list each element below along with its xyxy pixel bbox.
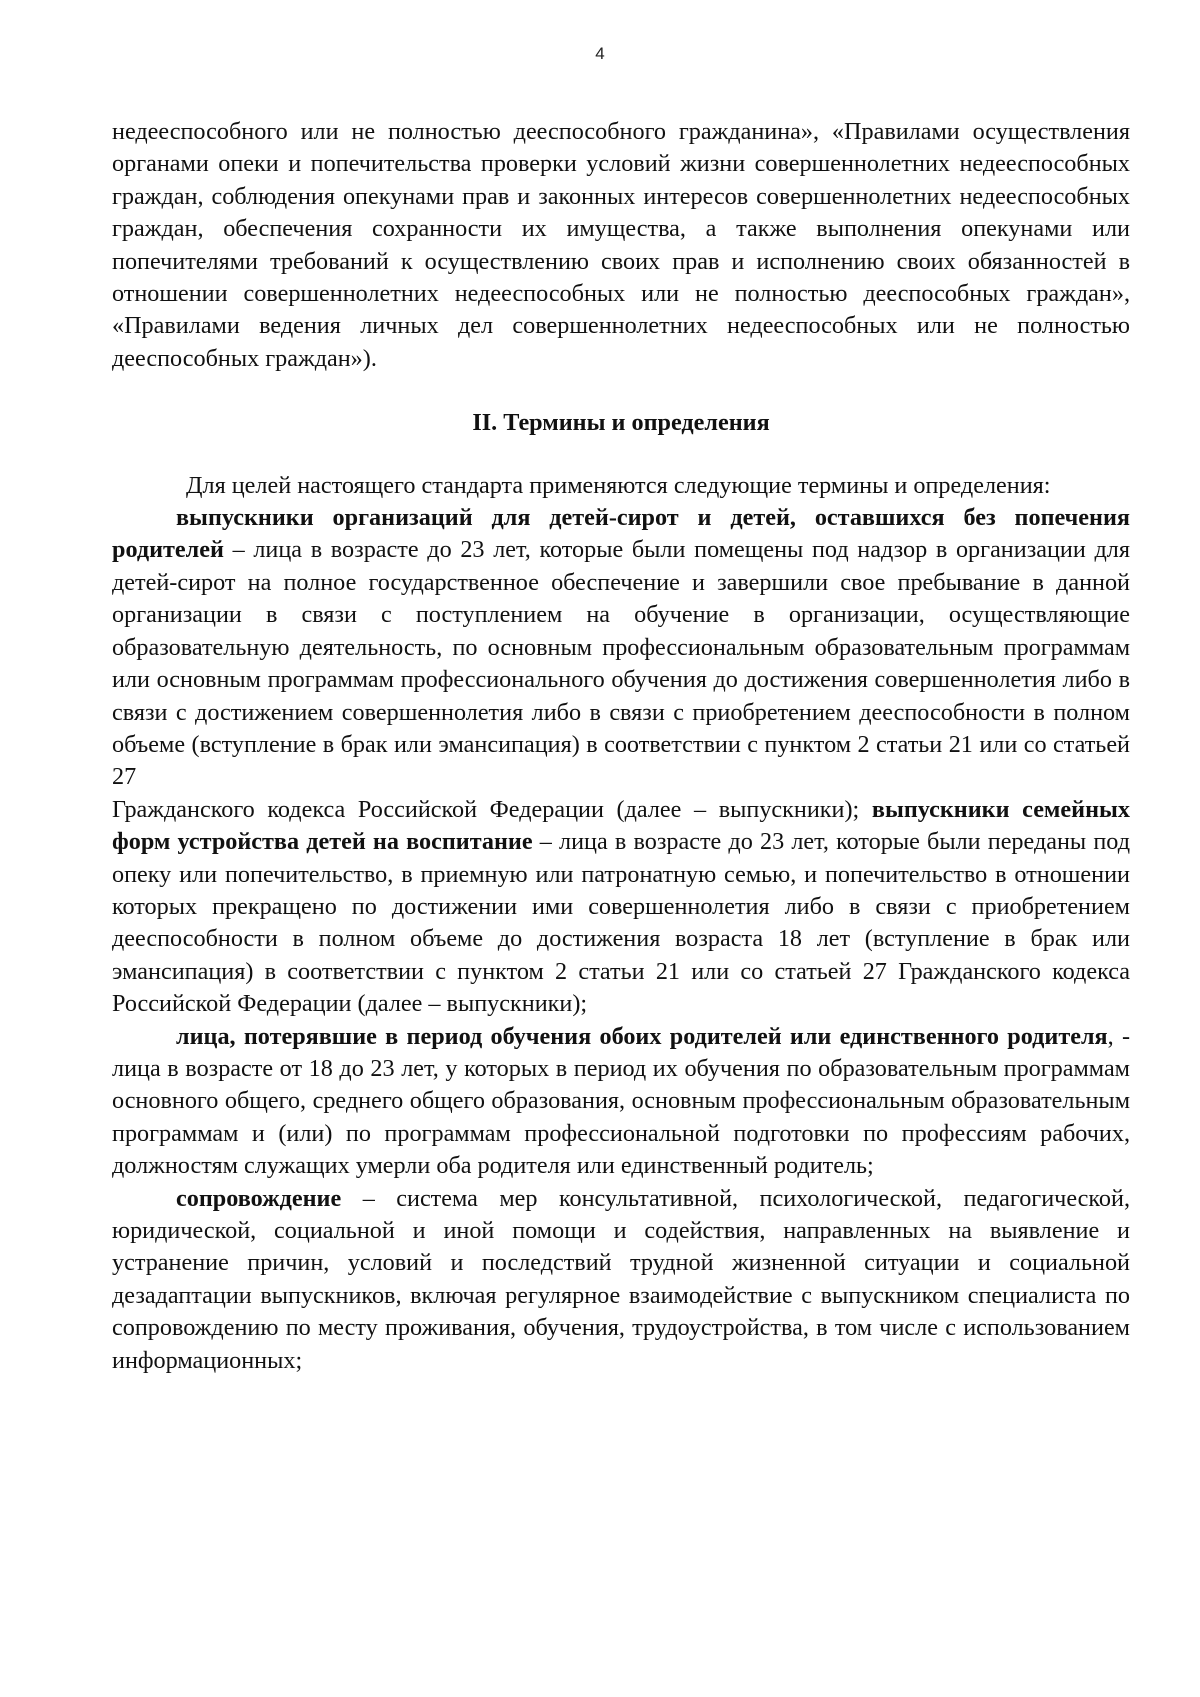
- document-body: [112, 116, 1130, 1377]
- definition-paragraph: [112, 1183, 1130, 1377]
- definition-term: сопровождение: [176, 1184, 342, 1212]
- definition-paragraph: [112, 1021, 1130, 1183]
- section-title: II. Термины и определения: [472, 409, 770, 437]
- definition-text: – система мер консультативной, психологической, педагогической, юридической, социальной и иной помощи и содействия, направленных на выявление и устранение причин, условий и последствий трудной жизненной ситуации и социальной дезадаптации выпускников, включая регулярное взаимодействие с выпускником специалиста по сопровождению по месту проживания, обучения, трудоустройства, в том числе с использованием информационных;: [112, 1184, 1130, 1374]
- definition-term: выпускники семейных форм устройства детей на воспитание: [112, 795, 1130, 856]
- page-number: 4: [595, 44, 605, 63]
- definition-term: выпускники организаций для детей-сирот и детей, оставшихся без попечения родителей: [112, 504, 1130, 564]
- definition-paragraph: [112, 794, 1130, 1021]
- definition-paragraph: [112, 502, 1130, 794]
- definition-term: лица, потерявшие в период обучения обоих родителей или единственного родителя: [176, 1022, 1108, 1050]
- intro-paragraph: недееспособного или не полностью дееспособного гражданина», «Правилами осуществления органами опеки и попечительства проверки условий жизни совершеннолетних недееспособных граждан, соблюдения опекунами прав и законных интересов совершеннолетних недееспособных граждан, обеспечения сохранности их имущества, а также выполнения опекунами или попечителями требований к осуществлению своих прав и исполнению своих обязанностей в отношении совершеннолетних недееспособных или не полностью дееспособных граждан», «Правилами ведения личных дел совершеннолетних недееспособных или не полностью дееспособных граждан»).: [112, 118, 1130, 372]
- definition-text: – лица в возрасте до 23 лет, которые были переданы под опеку или попечительство, в приемную или патронатную семью, и попечительство в отношении которых прекращено по достижении ими совершеннолетия либо в связи с приобретением дееспособности в полном объеме до достижения возраста 18 лет (вступление в брак или эмансипация) в соответствии с пунктом 2 статьи 21 или со статьей 27 Гражданского кодекса Российской Федерации (далее – выпускники);: [112, 828, 1130, 1018]
- definition-text: , - лица в возрасте от 18 до 23 лет, у которых в период их обучения по образовательным программам основного общего, среднего общего образования, основным профессиональным образовательным программам и (или) по программам профессиональной подготовки по профессиям рабочих, должностям служащих умерли оба родителя или единственный родитель;: [112, 1022, 1130, 1180]
- definition-text: – лица в возрасте до 23 лет, которые были помещены под надзор в организации для детей-сирот на полное государственное обеспечение и завершили свое пребывание в данной организации в связи с поступлением на обучение в организации, осуществляющие образовательную деятельность, по основным профессиональным образовательным программам или основным программам профессионального обучения до достижения совершеннолетия либо в связи с достижением совершеннолетия либо в связи с приобретением дееспособности в полном объеме (вступление в брак или эмансипация) в соответствии с пунктом 2 статьи 21 или со статьей 27: [112, 536, 1130, 791]
- definition-lead: Гражданского кодекса Российской Федерации (далее – выпускники);: [112, 795, 872, 823]
- section-intro: Для целей настоящего стандарта применяются следующие термины и определения:: [186, 471, 1051, 499]
